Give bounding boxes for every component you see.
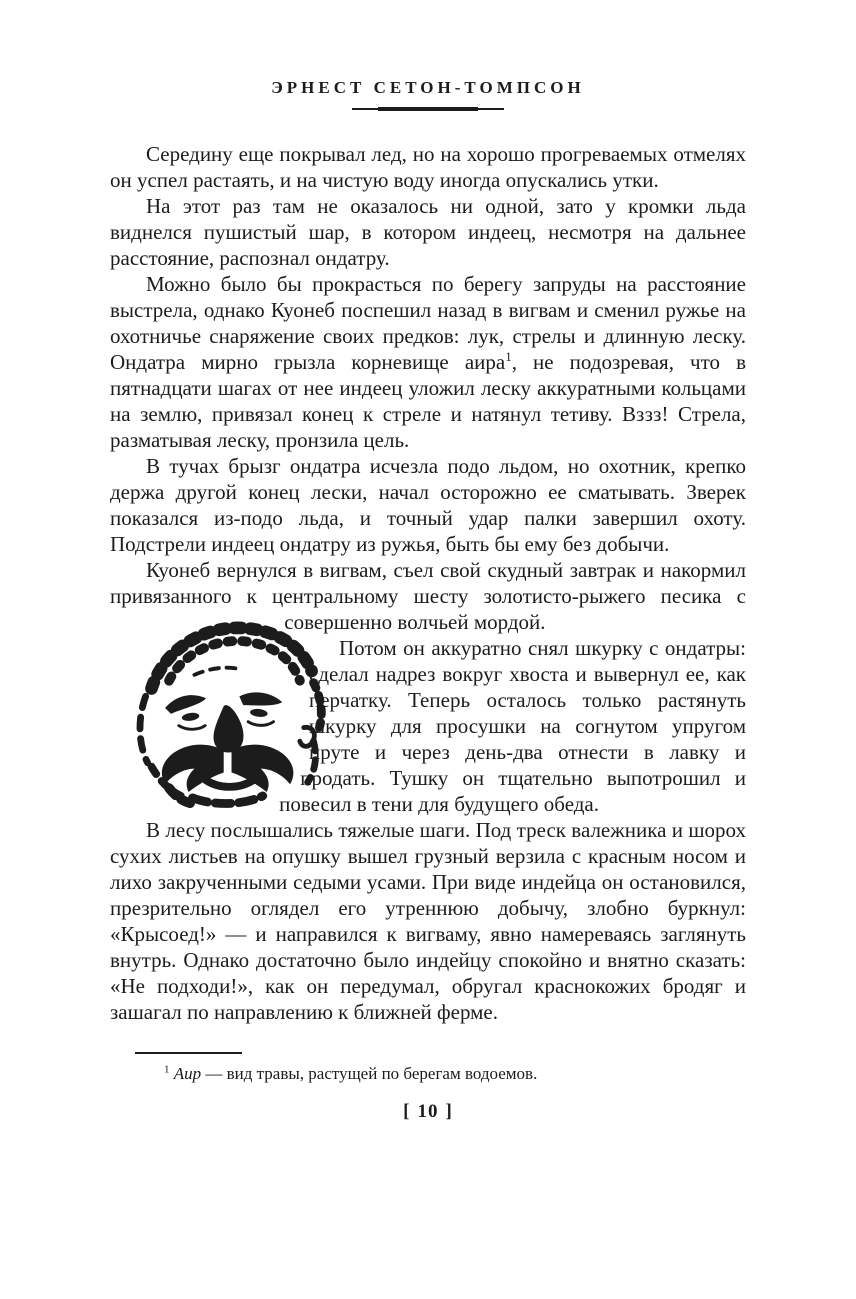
page-number-open-bracket: [ <box>403 1101 411 1122</box>
footnote-reference-marker: 1 <box>505 349 512 364</box>
footnote-separator-rule <box>135 1052 242 1054</box>
paragraph-3 <box>110 271 746 453</box>
paragraph-5-text-wrapped: песика с совершенно волчьей мордой. <box>284 584 746 634</box>
header-swelled-rule-center <box>378 107 478 111</box>
footnote-marker: 1 <box>164 1063 170 1076</box>
paragraph-4: В тучах брызг ондатра исчезла подо льдом, но охотник, крепко держа другой конец лески, начал осторожно ее сматывать. Зверек показался из-подо льда, и точный удар палки завершил охоту. Подстрели индеец ондатру из ружья, быть бы ему без добычи. <box>110 454 746 556</box>
footnote-text <box>110 1063 746 1084</box>
page-number <box>110 1101 746 1123</box>
footnote-definition: — вид травы, растущей по берегам водоемов. <box>201 1064 538 1083</box>
paragraph-5 <box>110 557 746 635</box>
grumpy-man-face-ink-sketch <box>94 612 299 808</box>
paragraph-7: В лесу послышались тяжелые шаги. Под треск валежника и шорох сухих листьев на опушку вышел грузный верзила с красным носом и лихо закрученными седыми усами. При виде индейца он остановился, презрительно оглядел его утреннюю добычу, злобно буркнул: «Крысоед!» — и направился к вигваму, явно намереваясь заглянуть внутрь. Однако достаточно было индейцу спокойно и внятно сказать: «Не подходи!», как он передумал, обругал краснокожих бродяг и зашагал по направлению к ближней ферме. <box>110 818 746 1024</box>
header-swelled-rule <box>352 106 504 112</box>
footnote-term: Аир <box>173 1064 202 1083</box>
page-number-value: 10 <box>417 1101 439 1122</box>
body-text <box>110 141 746 1025</box>
paragraph-5-text: Куонеб вернулся в вигвам, съел свой скудный завтрак и накормил привязанного к центральному шесту золотисто-рыжего <box>110 558 746 608</box>
paragraph-6: Потом он аккуратно снял шкурку с ондатры: сделал надрез вокруг хвоста и вывернул ее, как перчатку. Теперь осталось только растянуть шкурку для просушки на согнутом упругом пруте и через день-два отнести в лавку и продать. Тушку он тщательно выпотрошил и повесил в тени для будущего обеда. <box>279 636 746 816</box>
paragraph-3-text: Можно было бы прокрасться по берегу запруды на расстояние выстрела, однако Куонеб поспешил назад в вигвам и сменил ружье на охотничье снаряжение своих предков: лук, стрелы и длинную леску. Ондатра мирно грызла корневище аира <box>110 272 746 374</box>
footnote-block <box>110 1052 746 1084</box>
running-head-author: ЭРНЕСТ СЕТОН-ТОМПСОН <box>271 78 585 97</box>
paragraph-1: Середину еще покрывал лед, но на хорошо прогреваемых отмелях он успел растаять, и на чистую воду иногда опускались утки. <box>110 142 746 192</box>
page-number-close-bracket: ] <box>445 1101 453 1122</box>
paragraph-3-text-continued: , не подозревая, что в пятнадцати шагах от нее индеец уложил леску аккуратными кольцами на землю, привязал конец к стреле и натянул тетиву. Вззз! Стрела, разматывая леску, пронзила цель. <box>110 350 746 452</box>
paragraph-2: На этот раз там не оказалось ни одной, зато у кромки льда виднелся пушистый шар, в котором индеец, несмотря на дальнее расстояние, распознал ондатру. <box>110 194 746 270</box>
